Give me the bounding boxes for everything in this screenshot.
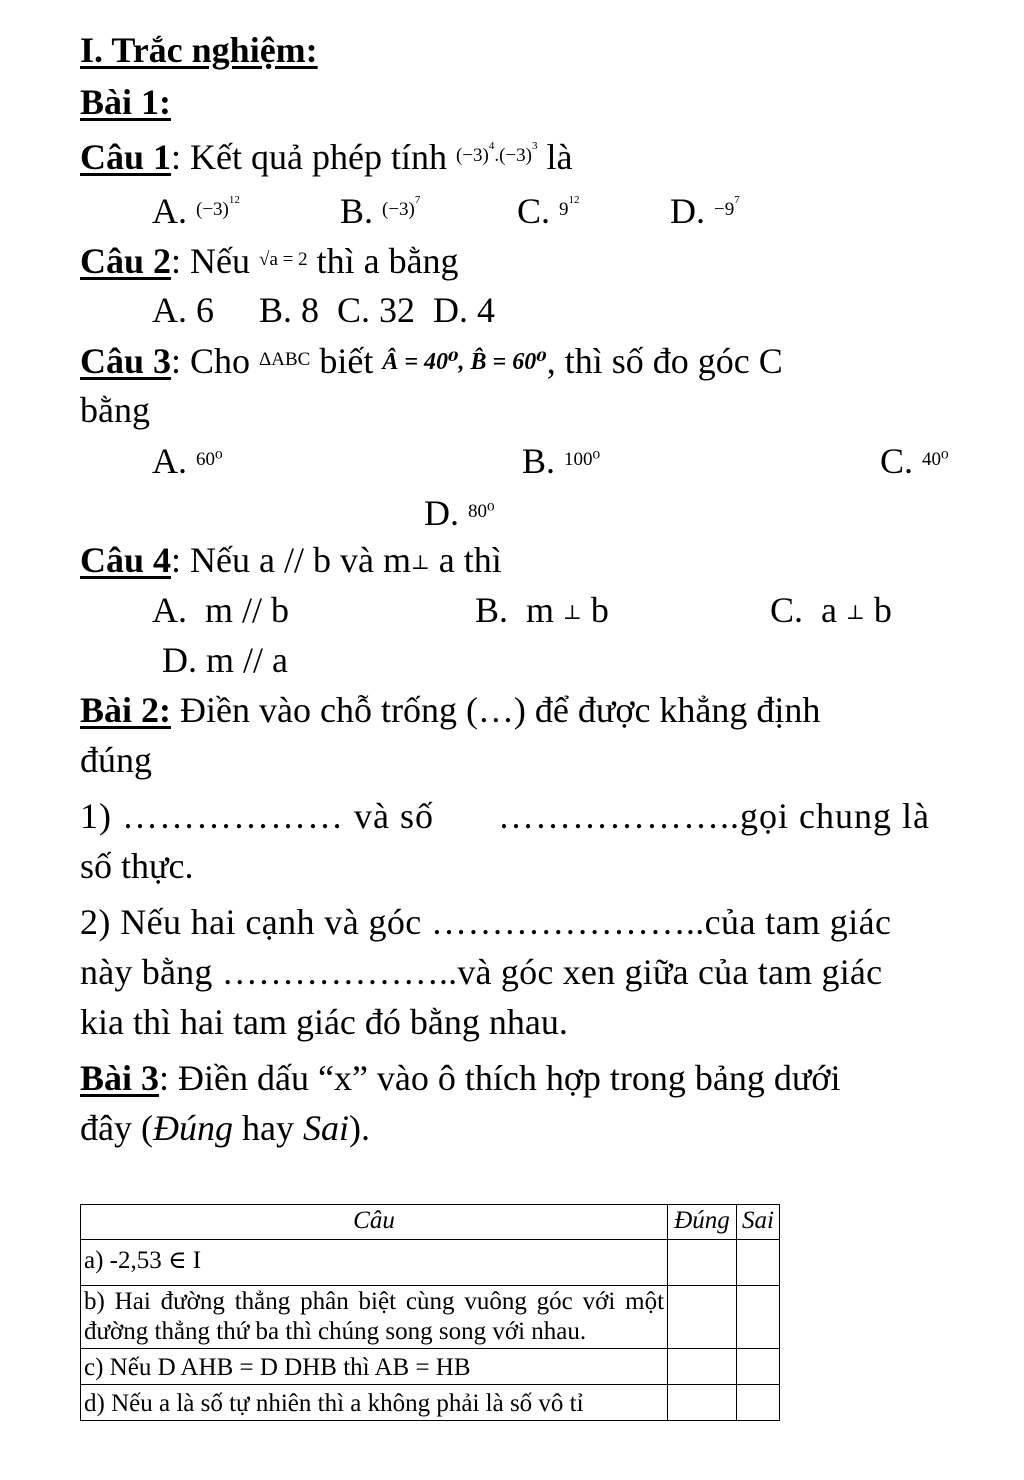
- bai2-instruction-line2: đúng: [80, 740, 152, 780]
- cau1-label: Câu 1: [80, 137, 172, 177]
- header-false: Sai: [737, 1205, 780, 1240]
- row-b-true-cell[interactable]: [668, 1286, 737, 1349]
- bai3-instruction-line2: đây (Đúng hay Sai).: [80, 1108, 370, 1148]
- bai2-item2-line2: này bằng ………………..và góc xen giữa của tam giác: [80, 952, 883, 992]
- cau3-triangle: ΔABC: [259, 349, 311, 370]
- row-a-false-cell[interactable]: [737, 1240, 780, 1286]
- bai2-item2-line3: kia thì hai tam giác đó bằng nhau.: [80, 1002, 568, 1042]
- cau4-option-b: B. m ⊥ b: [475, 590, 609, 630]
- table-header-row: [81, 1205, 780, 1240]
- header-question: Câu: [81, 1205, 668, 1240]
- cau1-expression: (−3)4.(−3)3: [455, 140, 538, 166]
- bai2-item1-line2: số thực.: [80, 846, 194, 886]
- table-row: [81, 1385, 780, 1421]
- row-a-question: a) -2,53 ∈ I: [81, 1240, 668, 1286]
- cau4-question: Câu 4: Nếu a // b và m⊥ a thì: [80, 540, 502, 580]
- bai3-instruction: Bài 3: Điền dấu “x” vào ô thích hợp trong bảng dưới: [80, 1058, 841, 1098]
- cau3-option-b: B. $^{100^0}$: [522, 441, 601, 481]
- bai2-item1-line1a: 1) ……………… và số: [80, 796, 434, 836]
- bai2-item1-line1b: ………………..gọi chung là: [498, 796, 930, 836]
- row-c-question: c) Nếu D AHB = D DHB thì AB = HB: [81, 1349, 668, 1385]
- cau1-option-c: C. $^{9^{12}}$: [517, 191, 580, 231]
- cau2-question: Câu 2: Nếu $^{√a = 2}$ thì a bằng: [80, 241, 459, 281]
- cau1-text-before: : Kết quả phép tính: [171, 137, 456, 177]
- true-false-table: [80, 1204, 780, 1421]
- cau1-option-d: D. $^{-9^7}$: [670, 191, 740, 231]
- cau4-label: Câu 4: [80, 540, 172, 580]
- bai2-item2-line1: 2) Nếu hai cạnh và góc …………………..của tam giác: [80, 902, 892, 942]
- bai3-title: Bài 3: [80, 1058, 160, 1098]
- cau1-question: [80, 136, 572, 178]
- header-true: Đúng: [668, 1205, 737, 1240]
- cau4-option-a: A. m // b: [152, 590, 290, 630]
- cau3-label: Câu 3: [80, 341, 172, 381]
- cau2-options: A. 6 B. 8 C. 32 D. 4: [152, 290, 496, 330]
- cau1-option-a: A. $^{(-3)^{12}}$: [152, 191, 240, 231]
- row-d-question: d) Nếu a là số tự nhiên thì a không phải là số vô tỉ: [81, 1385, 668, 1421]
- cau3-angles: Â = 40⁰, B̂ = 60⁰: [382, 349, 547, 375]
- cau4-option-d: D. m // a: [162, 640, 288, 680]
- bai2-title: Bài 2:: [80, 690, 172, 730]
- table-row: [81, 1286, 780, 1349]
- row-d-true-cell[interactable]: [668, 1385, 737, 1421]
- cau3-option-c: C. $^{40^0}$: [880, 441, 949, 481]
- bai2-instruction: Bài 2: Điền vào chỗ trống (…) để được khẳng định: [80, 690, 821, 730]
- cau3-question: Câu 3: Cho $^{\Delta ABC}$ biết Â = 40⁰, B̂ = 60⁰, thì số đo góc C: [80, 341, 783, 381]
- table-row: [81, 1349, 780, 1385]
- bai1-title: Bài 1:: [80, 82, 172, 122]
- cau3-question-line2: bằng: [80, 390, 150, 430]
- cau3-option-a: A. $^{60^0}$: [152, 441, 223, 481]
- cau1-text-after: là: [537, 137, 573, 177]
- table-row: [81, 1240, 780, 1286]
- cau1-option-b: B. $^{(-3)^7}$: [340, 191, 421, 231]
- row-b-false-cell[interactable]: [737, 1286, 780, 1349]
- row-a-true-cell[interactable]: [668, 1240, 737, 1286]
- cau3-option-d: D. $^{80^0}$: [424, 493, 495, 533]
- cau2-label: Câu 2: [80, 241, 172, 281]
- row-c-true-cell[interactable]: [668, 1349, 737, 1385]
- cau2-expression: √a = 2: [259, 249, 308, 270]
- row-b-question: b) Hai đường thẳng phân biệt cùng vuông góc với một đường thẳng thứ ba thì chúng song song với nhau.: [81, 1286, 668, 1349]
- section-title: I. Trắc nghiệm:: [80, 30, 318, 70]
- cau4-option-c: C. a ⊥ b: [770, 590, 892, 630]
- row-d-false-cell[interactable]: [737, 1385, 780, 1421]
- row-c-false-cell[interactable]: [737, 1349, 780, 1385]
